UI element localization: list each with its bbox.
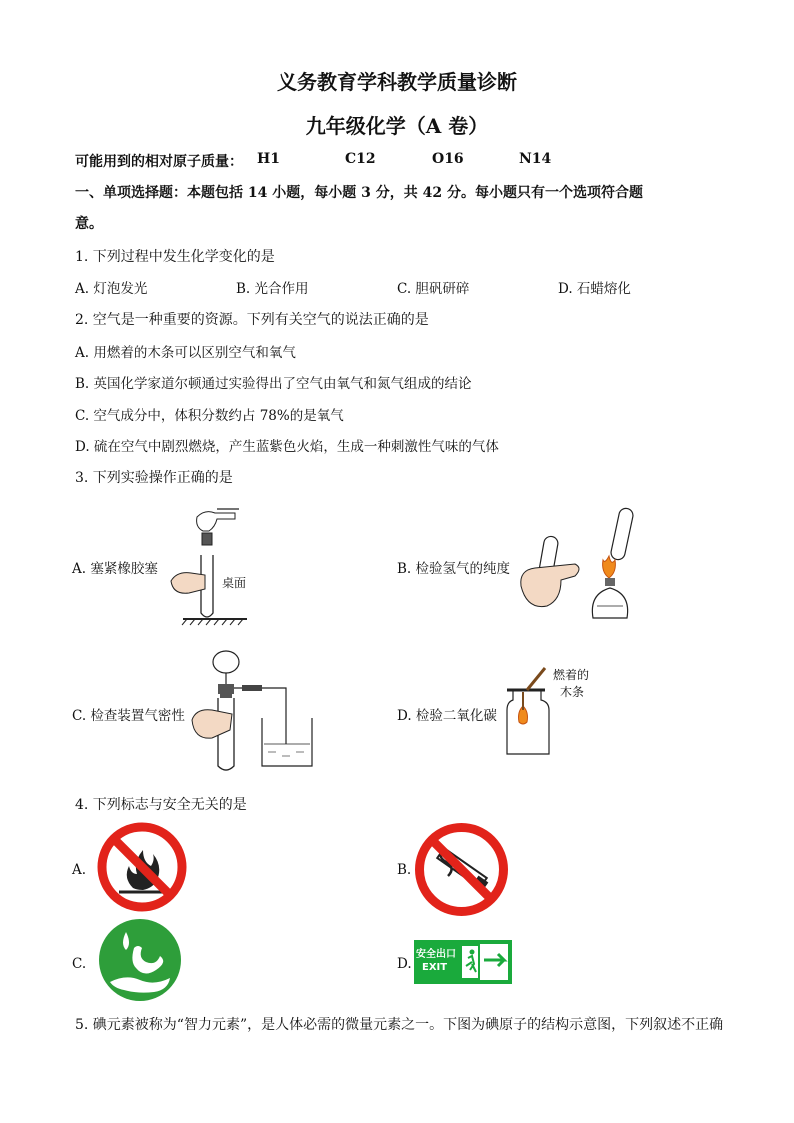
q2-option-a: A. 用燃着的木条可以区别空气和氧气 (75, 345, 296, 361)
atomic-mass-n: N14 (519, 151, 552, 167)
q1-option-d: D. 石蜡熔化 (558, 281, 631, 297)
exit-sign-cn-text: 安全出口 (416, 949, 456, 960)
atomic-mass-label: 可能用到的相对原子质量： (75, 154, 243, 170)
q3d-stick-label-2: 木条 (560, 685, 585, 699)
q3d-stick-label-1: 燃着的 (553, 668, 590, 682)
q3d-co2-test-illustration (505, 666, 557, 758)
atomic-mass-h: H1 (257, 151, 280, 167)
q3-stem: 3. 下列实验操作正确的是 (75, 470, 233, 486)
no-smoking-sign-icon (414, 822, 509, 917)
section-heading: 一、单项选择题：本题包括 14 小题，每小题 3 分，共 42 分。每小题只有一个选项符合题 (75, 185, 643, 201)
q2-stem: 2. 空气是一种重要的资源。下列有关空气的说法正确的是 (75, 312, 429, 328)
q3-option-d: D. 检验二氧化碳 (397, 708, 497, 724)
q4-option-b: B. (397, 862, 412, 878)
atomic-mass-o: O16 (432, 151, 464, 167)
paper-title: 义务教育学科教学质量诊断 (277, 70, 517, 94)
q3-option-c: C. 检查装置气密性 (72, 708, 185, 724)
q4-stem: 4. 下列标志与安全无关的是 (75, 797, 247, 813)
q2-option-b: B. 英国化学家道尔顿通过实验得出了空气由氧气和氮气组成的结论 (75, 376, 472, 392)
q4-option-d: D. (397, 956, 412, 972)
q3c-airtightness-illustration (190, 648, 320, 774)
q1-option-b: B. 光合作用 (236, 281, 309, 297)
q2-option-d: D. 硫在空气中剧烈燃烧，产生蓝紫色火焰，生成一种刺激性气味的气体 (75, 439, 499, 455)
q1-stem: 1. 下列过程中发生化学变化的是 (75, 249, 275, 265)
save-water-sign-icon (98, 918, 182, 1002)
q3a-stopper-illustration (165, 497, 255, 627)
q4-option-a: A. (72, 862, 87, 878)
q3a-desk-label: 桌面 (222, 576, 247, 590)
q1-option-a: A. 灯泡发光 (75, 281, 148, 297)
q2-option-c: C. 空气成分中，体积分数约占 78%的是氧气 (75, 408, 344, 424)
q3-option-a: A. 塞紧橡胶塞 (72, 561, 158, 577)
no-fire-sign-icon (97, 822, 187, 912)
exit-sign-en-text: EXIT (422, 962, 448, 973)
q5-stem: 5. 碘元素被称为“智力元素”，是人体必需的微量元素之一。下图为碘原子的结构示意图，下列叙述不正确 (75, 1017, 724, 1033)
q3-option-b: B. 检验氢气的纯度 (397, 561, 511, 577)
section-heading-cont: 意。 (75, 216, 103, 232)
q3b-hydrogen-purity-illustration (517, 506, 642, 626)
q4-option-c: C. (72, 956, 87, 972)
atomic-mass-c: C12 (345, 151, 376, 167)
q1-option-c: C. 胆矾研碎 (397, 281, 470, 297)
paper-subtitle: 九年级化学（A 卷） (305, 114, 489, 138)
